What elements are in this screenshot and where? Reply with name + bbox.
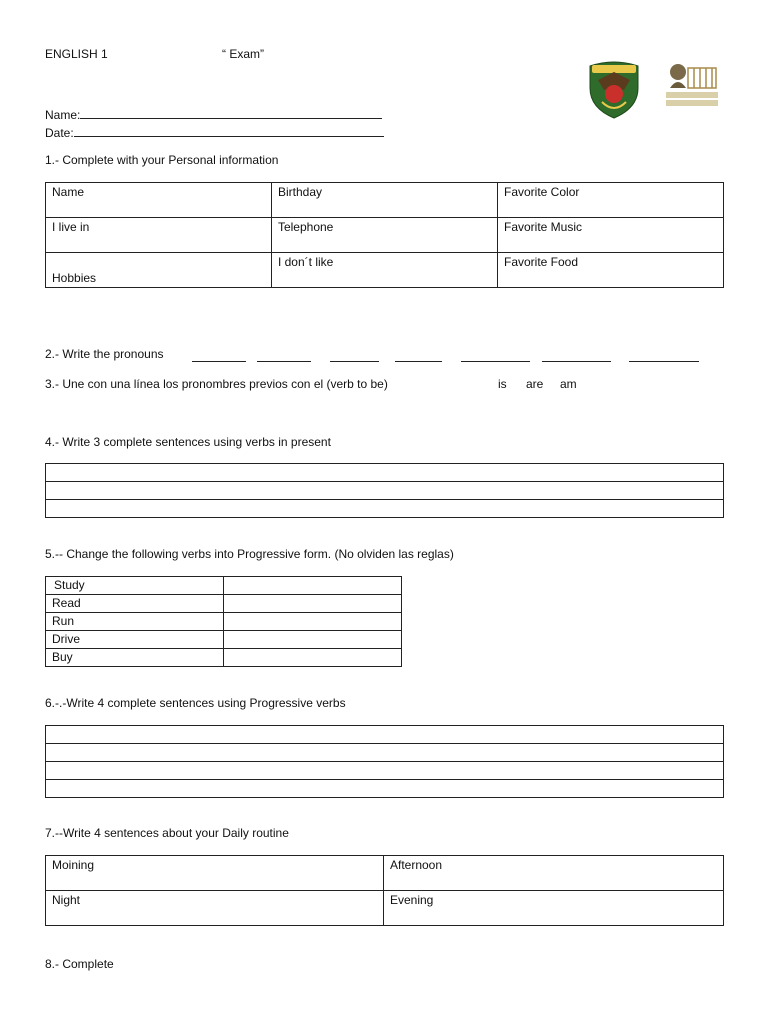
progressive-answer-cell[interactable]	[224, 649, 402, 667]
section-6-heading: 6.-.-Write 4 complete sentences using Progressive verbs	[45, 696, 346, 710]
sentence-line-1[interactable]	[46, 726, 724, 744]
cell-favorite-food[interactable]: Favorite Food	[498, 253, 724, 288]
cell-i-live-in[interactable]: I live in	[46, 218, 272, 253]
cell-evening[interactable]: Evening	[383, 891, 723, 926]
verb-cell: Study	[46, 577, 224, 595]
sentence-line-3[interactable]	[46, 500, 724, 518]
cell-hobbies[interactable]: Hobbies	[46, 253, 272, 288]
section-5-heading: 5.-- Change the following verbs into Progressive form. (No olviden las reglas)	[45, 547, 454, 561]
sentence-line-2[interactable]	[46, 482, 724, 500]
verb-cell: Run	[46, 613, 224, 631]
verb-cell: Buy	[46, 649, 224, 667]
progressive-answer-cell[interactable]	[224, 613, 402, 631]
daily-routine-table	[45, 855, 724, 926]
date-blank[interactable]	[74, 124, 384, 137]
name-field[interactable]	[45, 106, 382, 122]
verb-cell: Read	[46, 595, 224, 613]
cell-favorite-color[interactable]: Favorite Color	[498, 183, 724, 218]
cell-i-dont-like[interactable]: I don´t like	[271, 253, 497, 288]
progressive-verbs-table	[45, 576, 402, 667]
date-label: Date:	[45, 126, 74, 140]
name-blank[interactable]	[80, 106, 382, 119]
verb-option-am: am	[560, 377, 577, 391]
document-title: “ Exam”	[222, 47, 264, 61]
cell-night[interactable]: Night	[46, 891, 384, 926]
cell-favorite-music[interactable]: Favorite Music	[498, 218, 724, 253]
pronoun-blank-7[interactable]	[629, 349, 699, 362]
section-7-heading: 7.--Write 4 sentences about your Daily routine	[45, 826, 289, 840]
present-sentences-table	[45, 463, 724, 518]
pronoun-blank-3[interactable]	[330, 349, 379, 362]
sentence-line-4[interactable]	[46, 780, 724, 798]
cell-morning[interactable]: Moining	[46, 856, 384, 891]
sentence-line-2[interactable]	[46, 744, 724, 762]
section-8-heading: 8.- Complete	[45, 957, 114, 971]
section-4-heading: 4.- Write 3 complete sentences using verbs in present	[45, 435, 331, 449]
section-2-heading: 2.- Write the pronouns	[45, 347, 164, 361]
pronoun-blank-5[interactable]	[461, 349, 530, 362]
cell-telephone[interactable]: Telephone	[271, 218, 497, 253]
progressive-answer-cell[interactable]	[224, 577, 402, 595]
cell-name[interactable]: Name	[46, 183, 272, 218]
progressive-answer-cell[interactable]	[224, 631, 402, 649]
pronoun-blank-2[interactable]	[257, 349, 311, 362]
pronoun-blank-4[interactable]	[395, 349, 442, 362]
course-title: ENGLISH 1	[45, 47, 108, 61]
section-1-heading: 1.- Complete with your Personal information	[45, 153, 279, 167]
name-label: Name:	[45, 108, 81, 122]
progressive-sentences-table	[45, 725, 724, 798]
verb-option-are: are	[526, 377, 544, 391]
verb-option-is: is	[498, 377, 507, 391]
date-field[interactable]	[45, 124, 384, 140]
pronoun-blank-1[interactable]	[192, 349, 246, 362]
school-crest-logo	[584, 58, 644, 120]
progressive-answer-cell[interactable]	[224, 595, 402, 613]
cell-birthday[interactable]: Birthday	[271, 183, 497, 218]
sentence-line-3[interactable]	[46, 762, 724, 780]
cell-afternoon[interactable]: Afternoon	[383, 856, 723, 891]
section-3-heading: 3.- Une con una línea los pronombres previos con el (verb to be)	[45, 377, 388, 391]
sentence-line-1[interactable]	[46, 464, 724, 482]
personal-info-table	[45, 182, 724, 288]
verb-cell: Drive	[46, 631, 224, 649]
consolidation-emblem-logo	[664, 58, 720, 108]
pronoun-blank-6[interactable]	[542, 349, 611, 362]
